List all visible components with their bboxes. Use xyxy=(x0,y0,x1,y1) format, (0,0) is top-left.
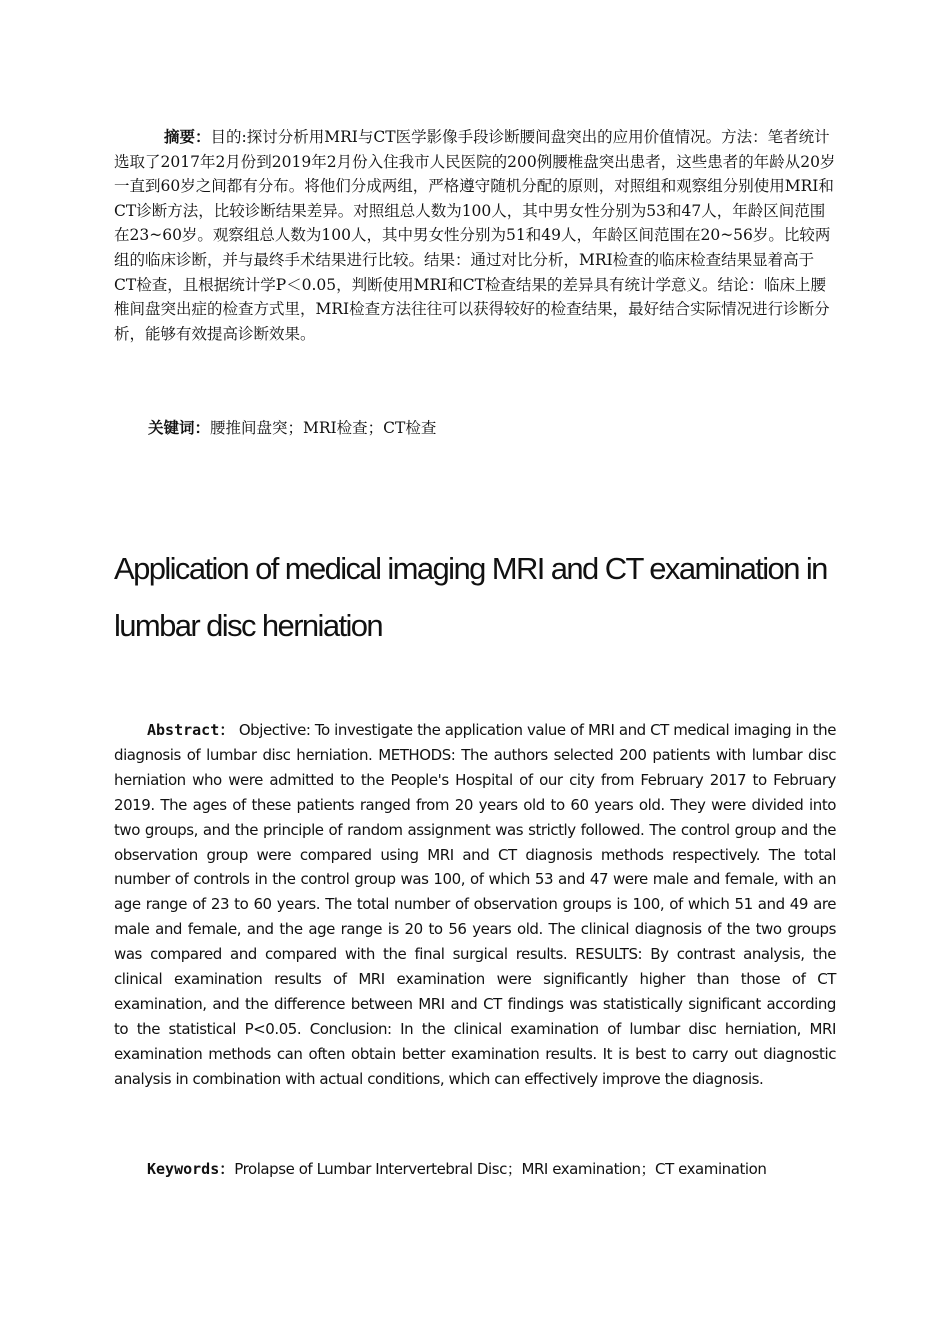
english-keywords xyxy=(147,1157,847,1181)
chinese-keywords-text: 腰推间盘突；MRI检查；CT检查 xyxy=(210,419,437,437)
english-keywords-text: Prolapse of Lumbar Intervertebral Disc；MRI examination；CT examination xyxy=(234,1160,767,1178)
english-abstract xyxy=(114,718,836,1092)
english-abstract-label: Abstract： xyxy=(147,721,235,739)
chinese-keywords xyxy=(148,416,836,440)
english-title: Application of medical imaging MRI and CT examination in lumbar disc herniation xyxy=(114,551,827,643)
chinese-abstract-text: 目的:探讨分析用MRI与CT医学影像手段诊断腰间盘突出的应用价值情况。方法：笔者统计选取了2017年2月份到2019年2月份入住我市人民医院的200例腰椎盘突出患者，这些患者的年龄从20岁一直到60岁之间都有分布。将他们分成两组，严格遵守随机分配的原则，对照组和观察组分别使用MRI和CT诊断方法，比较诊断结果差异。对照组总人数为100人，其中男女性分别为53和47人，年龄区间范围在23~60岁。观察组总人数为100人，其中男女性分别为51和49人，年龄区间范围在20~56岁。比较两组的临床诊断，并与最终手术结果进行比较。结果：通过对比分析，MRI检查的临床检查结果显着高于CT检查，且根据统计学P＜0.05，判断使用MRI和CT检查结果的差异具有统计学意义。结论：临床上腰椎间盘突出症的检查方式里，MRI检查方法往往可以获得较好的检查结果，最好结合实际情况进行诊断分析，能够有效提高诊断效果。 xyxy=(114,128,836,343)
english-abstract-text: Objective: To investigate the application value of MRI and CT medical imaging in the diagnosis of lumbar disc herniation. METHODS: The authors selected 200 patients with lumbar disc herniation who were admitted to the People's Hospital of our city from February 2017 to February 2019. The ages of these patients ranged from 20 years old to 60 years old. They were divided into two groups, and the principle of random assignment was strictly followed. The control group and the observation group were compared using MRI and CT diagnosis methods respectively. The total number of controls in the control group was 100, of which 53 and 47 were male and female, with an age range of 23 to 60 years. The total number of observation groups is 100, of which 51 and 49 are male and female, and the age range is 20 to 56 years old. The clinical diagnosis of the two groups was compared and compared with the final surgical results. RESULTS: By contrast analysis, the clinical examination results of MRI examination were significantly higher than those of CT examination, and the difference between MRI and CT findings was statistically significant according to the statistical P<0.05. Conclusion: In the clinical examination of lumbar disc herniation, MRI examination methods can often obtain better examination results. It is best to carry out diagnostic analysis in combination with actual conditions, which can effectively improve the diagnosis. xyxy=(114,721,836,1088)
chinese-abstract xyxy=(114,125,836,346)
chinese-keywords-label: 关键词： xyxy=(148,419,211,437)
english-keywords-label: Keywords： xyxy=(147,1160,235,1178)
chinese-abstract-label: 摘要： xyxy=(164,128,211,146)
